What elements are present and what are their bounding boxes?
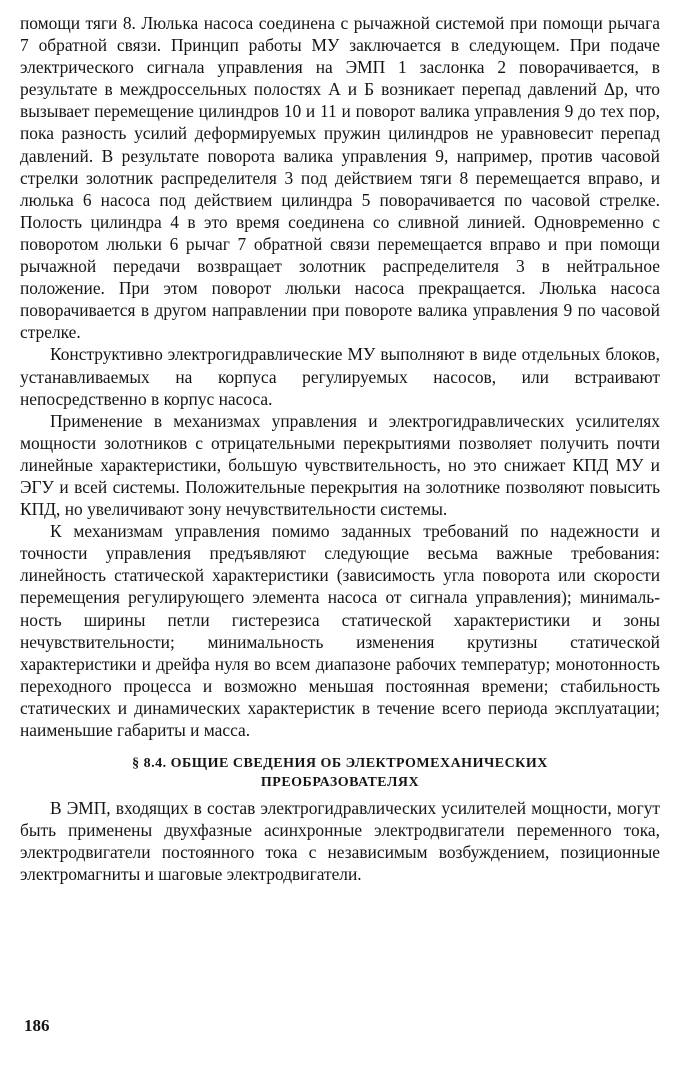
paragraph-mu-construction: Конструктивно электрогидравлические МУ выполняют в виде отдельных блоков, устанавливаемых на корпуса регулируемых насосов, или встраивают непосредственно в корпус насоса. (20, 344, 660, 409)
section-heading (20, 754, 660, 792)
page-number: 186 (24, 1016, 50, 1035)
paragraph-mu-operation: помощи тяги 8. Люлька насоса соединена с рычажной системой при помощи рычага 7 обратной связи. Принцип работы МУ заключается в следующем. При подаче электрического сигнала управления на ЭМП 1 заслонка 2 поворачивается, в результате в междроссельных полостях А и Б возникает перепад давлений Δp, что вызывает перемещение цилиндров 10 и 11 и поворот валика управления 9 до тех пор, пока разность усилий деформируемых пружин цилиндров не уравновесит перепад давлений. В результате поворота валика управления 9, например, против часовой стрелки золотник распределителя 3 под действием тяги 8 перемещается вправо, и люлька 6 насоса под действием цилиндра 5 поворачивается по часовой стрелке. Полость цилиндра 4 в это время соединена со сливной линией. Одновременно с поворотом люльки 6 рычаг 7 обратной связи перемещается вправо и при помощи рычажной передачи возвращает золотник распределителя 3 в нейтральное положение. При этом поворот люльки насоса прекращается. Люлька насоса поворачивается в другом направлении при повороте валика управления 9 по часовой стрелке. (20, 13, 660, 343)
paragraph-requirements: К механизмам управления помимо заданных требований по надежности и точности управления предъявляют следующие весьма важные требования: линейность статической характеристики (зависимость угла поворота или скорости перемещения регулирующего элемента насоса от сигнала управления); минимальность ширины петли гистерезиса статической характеристики и зоны нечувствительности; минимальность изменения крутизны статической характеристики и дрейфа нуля во всем диапазоне рабочих температур; монотонность переходного процесса и возможно меньшая постоянная времени; стабильность статических и динамических характеристик в течение всего периода эксплуатации; наименьшие габариты и масса. (20, 521, 660, 740)
book-page (20, 12, 660, 885)
section-heading-line-1: § 8.4. ОБЩИЕ СВЕДЕНИЯ ОБ ЭЛЕКТРОМЕХАНИЧЕСКИХ (132, 756, 548, 772)
section-heading-line-2: ПРЕОБРАЗОВАТЕЛЯХ (260, 775, 420, 791)
paragraph-emp-types: В ЭМП, входящих в состав электрогидравлических усилителей мощности, могут быть применены двухфазные асинхронные электродвигатели переменного тока, электродвигатели постоянного тока с независимым возбуждением, позиционные электромагниты и шаговые электродвигатели. (20, 798, 660, 885)
paragraph-spool-overlaps: Применение в механизмах управления и электрогидравлических усилителях мощности золотников с отрицательными перекрытиями позволяет получить почти линейные характеристики, большую чувствительность, но это снижает КПД МУ и ЭГУ и всей системы. Положительные перекрытия на золотнике позволяют повысить КПД, но увеличивают зону нечувствительности системы. (20, 410, 660, 520)
